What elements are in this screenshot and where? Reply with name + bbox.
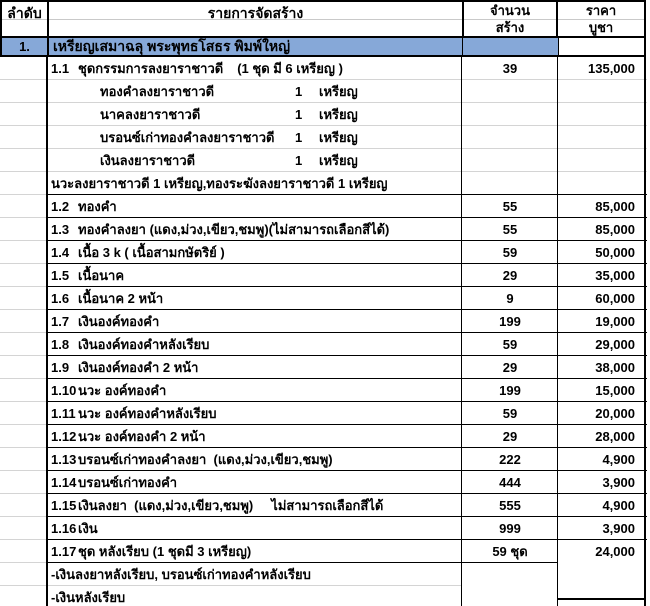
- row-price-cell: [558, 379, 647, 402]
- row-qty: 9: [506, 290, 514, 306]
- header-price-line1: ราคา: [585, 3, 617, 18]
- row-name: ทองคำลงยาราชาวดี: [100, 83, 215, 99]
- row-price-cell: [558, 494, 647, 517]
- row-qty-cell: [462, 149, 558, 172]
- section-order-cell: [2, 38, 47, 55]
- row-price-cell: [558, 402, 647, 425]
- row-sub-qty: 1: [295, 83, 303, 99]
- row-qty-cell: [462, 448, 558, 471]
- table-row: [0, 448, 647, 471]
- row-item-cell: [47, 287, 462, 310]
- row-number: 1.3: [51, 221, 70, 237]
- row-order-cell: [0, 448, 47, 471]
- grid-vline-price: [557, 57, 558, 606]
- header-item-label: รายการจัดสร้าง: [207, 5, 304, 21]
- row-order-cell: [0, 471, 47, 494]
- row-price-cell: [558, 103, 647, 126]
- row-name: เนื้อนาค 2 หน้า: [78, 290, 164, 306]
- row-qty-cell: [462, 80, 558, 103]
- row-item-cell: [47, 425, 462, 448]
- row-qty: 199: [499, 313, 521, 329]
- merged-price-cell-bottom-border: [558, 598, 644, 600]
- row-price: 35,000: [595, 267, 635, 283]
- row-name: นวะ องค์ทองคำ 2 หน้า: [78, 428, 206, 444]
- row-price: 85,000: [595, 198, 635, 214]
- table-row: [0, 103, 647, 126]
- row-price: 4,900: [602, 451, 635, 467]
- row-sub-qty: 1: [295, 129, 303, 145]
- row-qty-cell: [462, 103, 558, 126]
- row-order-cell: [0, 563, 47, 586]
- row-number: 1.15: [51, 497, 77, 513]
- row-price-cell: [558, 540, 647, 563]
- row-qty: 199: [499, 382, 521, 398]
- row-price-cell: [558, 218, 647, 241]
- row-price: 4,900: [602, 497, 635, 513]
- row-order-cell: [0, 586, 47, 606]
- table-row: [0, 333, 647, 356]
- row-order-cell: [0, 356, 47, 379]
- row-price-cell: [558, 517, 647, 540]
- row-item-cell: [47, 103, 462, 126]
- row-order-cell: [0, 80, 47, 103]
- row-sub-unit: เหรียญ: [319, 129, 358, 145]
- row-order-cell: [0, 425, 47, 448]
- row-item-cell: [47, 517, 462, 540]
- row-name: นวะ องค์ทองคำ: [78, 382, 167, 398]
- row-sub-qty: 1: [295, 106, 303, 122]
- row-qty: 39: [502, 60, 518, 76]
- row-name: เนื้อ 3 k ( เนื้อสามกษัตริย์ ): [78, 244, 225, 260]
- row-price-cell: [558, 57, 647, 80]
- row-price-cell: [558, 126, 647, 149]
- row-price-cell: [558, 287, 647, 310]
- row-price: 29,000: [595, 336, 635, 352]
- row-qty-cell: [462, 241, 558, 264]
- row-price: 28,000: [595, 428, 635, 444]
- row-name: ชุดกรรมการลงยาราชาวดี: [78, 60, 224, 76]
- row-name: เงินองค์ทองคำหลังเรียบ: [78, 336, 210, 352]
- row-price-cell: [558, 448, 647, 471]
- row-number: 1.6: [51, 290, 70, 306]
- table-row: [0, 494, 647, 517]
- row-number: 1.12: [51, 428, 77, 444]
- row-name: บรอนซ์เก่าทองคำลงยาราชาวดี: [100, 129, 275, 145]
- row-qty-cell: [462, 287, 558, 310]
- table-row: [0, 264, 647, 287]
- row-item-cell: [47, 586, 462, 606]
- row-number: 1.14: [51, 474, 77, 490]
- row-name: ชุด หลังเรียบ (1 ชุดมี 3 เหรียญ): [78, 543, 252, 559]
- row-item-cell: [47, 264, 462, 287]
- row-order-cell: [0, 333, 47, 356]
- table-row: [0, 149, 647, 172]
- row-price: 60,000: [595, 290, 635, 306]
- row-item-cell: [47, 195, 462, 218]
- header-price: [556, 2, 644, 36]
- row-sub-qty: 1: [295, 152, 303, 168]
- row-qty-cell: [462, 310, 558, 333]
- row-qty: 555: [499, 497, 521, 513]
- row-price-cell: [558, 241, 647, 264]
- table-row: [0, 586, 647, 606]
- row-qty-cell: [462, 126, 558, 149]
- header-item: [47, 2, 462, 36]
- row-sub-unit: เหรียญ: [319, 106, 358, 122]
- section-qty-cell: [462, 38, 558, 55]
- table-row: [0, 356, 647, 379]
- row-price: 19,000: [595, 313, 635, 329]
- row-name: เงินองค์ทองคำ 2 หน้า: [78, 359, 199, 375]
- row-qty-cell: [462, 333, 558, 356]
- row-qty-cell: [462, 172, 558, 195]
- row-qty-cell: [462, 402, 558, 425]
- row-order-cell: [0, 241, 47, 264]
- row-price-cell: [558, 425, 647, 448]
- row-item-cell: [47, 563, 462, 586]
- row-number: 1.2: [51, 198, 70, 214]
- table-row: [0, 563, 647, 586]
- row-name: เงินองค์ทองคำ: [78, 313, 160, 329]
- row-item-cell: [47, 310, 462, 333]
- table-row: [0, 402, 647, 425]
- row-item-cell: [47, 126, 462, 149]
- row-name: นวะลงยาราชาวดี 1 เหรียญ,ทองระฆังลงยาราชาวดี 1 เหรียญ: [51, 175, 388, 191]
- row-item-cell: [47, 540, 462, 563]
- row-price: 3,900: [602, 520, 635, 536]
- row-qty-cell: [462, 57, 558, 80]
- row-number: 1.7: [51, 313, 70, 329]
- row-qty-cell: [462, 356, 558, 379]
- row-sub-unit: เหรียญ: [319, 152, 358, 168]
- row-price-cell: [558, 356, 647, 379]
- row-qty-cell: [462, 379, 558, 402]
- row-name: ทองคำลงยา (แดง,ม่วง,เขียว,ชมพู)(ไม่สามารถเลือกสีได้): [78, 221, 390, 237]
- table-row: [0, 517, 647, 540]
- row-order-cell: [0, 126, 47, 149]
- table-row: [0, 172, 647, 195]
- section-row: [0, 38, 646, 57]
- row-price-cell: [558, 310, 647, 333]
- row-number: 1.8: [51, 336, 70, 352]
- row-order-cell: [0, 402, 47, 425]
- row-qty: 29: [502, 267, 518, 283]
- row-qty: 55: [502, 221, 518, 237]
- row-item-cell: [47, 241, 462, 264]
- row-qty: 999: [499, 520, 521, 536]
- row-qty: 59: [502, 244, 518, 260]
- row-order-cell: [0, 57, 47, 80]
- row-extra: (1 ชุด มี 6 เหรียญ ): [237, 60, 343, 76]
- row-price: 20,000: [595, 405, 635, 421]
- row-order-cell: [0, 540, 47, 563]
- row-qty-cell: [462, 540, 558, 563]
- row-price-cell: [558, 586, 647, 606]
- section-title-cell: [47, 38, 462, 55]
- table-row: [0, 425, 647, 448]
- row-name: บรอนซ์เก่าทองคำ: [78, 474, 178, 490]
- row-qty: 59: [502, 405, 518, 421]
- row-price-cell: [558, 149, 647, 172]
- row-price-cell: [558, 264, 647, 287]
- table-row: [0, 540, 647, 563]
- section-title: เหรียญเสมาฉลุ พระพุทธโสธร พิมพ์ใหญ่: [53, 37, 291, 54]
- section-order: 1.: [19, 39, 30, 54]
- row-order-cell: [0, 149, 47, 172]
- row-qty-cell: [462, 494, 558, 517]
- row-price-cell: [558, 333, 647, 356]
- row-name: ทองคำ: [78, 198, 117, 214]
- row-price: 15,000: [595, 382, 635, 398]
- table-header: [0, 0, 646, 38]
- row-price-cell: [558, 471, 647, 494]
- row-qty-cell: [462, 218, 558, 241]
- row-price: 3,900: [602, 474, 635, 490]
- header-price-line2: บูชา: [588, 20, 614, 35]
- grid-vline-right: [644, 57, 646, 606]
- header-qty-line1: จำนวน: [490, 3, 530, 18]
- row-qty: 59 ชุด: [492, 543, 528, 559]
- row-item-cell: [47, 333, 462, 356]
- row-item-cell: [47, 356, 462, 379]
- row-qty-cell: [462, 586, 558, 606]
- row-item-cell: [47, 494, 462, 517]
- row-number: 1.16: [51, 520, 77, 536]
- row-number: 1.17: [51, 543, 77, 559]
- row-price: 38,000: [595, 359, 635, 375]
- table-row: [0, 241, 647, 264]
- row-qty-cell: [462, 195, 558, 218]
- row-item-cell: [47, 149, 462, 172]
- table-row: [0, 126, 647, 149]
- row-number: 1.1: [51, 60, 70, 76]
- row-order-cell: [0, 310, 47, 333]
- row-qty: 55: [502, 198, 518, 214]
- header-order-label: ลำดับ: [7, 5, 42, 21]
- header-qty: [462, 2, 556, 36]
- table-row: [0, 80, 647, 103]
- row-qty: 444: [499, 474, 521, 490]
- row-qty: 222: [499, 451, 521, 467]
- row-item-cell: [47, 172, 462, 195]
- header-order: [2, 2, 47, 36]
- row-qty: 59: [502, 336, 518, 352]
- row-item-cell: [47, 379, 462, 402]
- row-number: 1.4: [51, 244, 70, 260]
- table-row: [0, 287, 647, 310]
- row-item-cell: [47, 57, 462, 80]
- row-qty: 29: [502, 428, 518, 444]
- table-row: [0, 218, 647, 241]
- row-item-cell: [47, 218, 462, 241]
- row-name: เนื้อนาค: [78, 267, 125, 283]
- row-qty-cell: [462, 517, 558, 540]
- grid-vline-left: [46, 57, 48, 606]
- row-name: -เงินหลังเรียบ: [51, 589, 126, 605]
- row-number: 1.5: [51, 267, 70, 283]
- row-item-cell: [47, 471, 462, 494]
- row-qty-cell: [462, 563, 558, 586]
- row-price: 85,000: [595, 221, 635, 237]
- header-qty-line2: สร้าง: [495, 20, 525, 35]
- row-number: 1.13: [51, 451, 77, 467]
- row-sub-unit: เหรียญ: [319, 83, 358, 99]
- table-row: [0, 57, 647, 80]
- row-price: 135,000: [588, 60, 635, 76]
- row-name: เงินลงยาราชาวดี: [100, 152, 196, 168]
- row-order-cell: [0, 195, 47, 218]
- row-order-cell: [0, 218, 47, 241]
- row-price-cell: [558, 80, 647, 103]
- row-item-cell: [47, 80, 462, 103]
- row-order-cell: [0, 494, 47, 517]
- row-price-cell: [558, 195, 647, 218]
- row-order-cell: [0, 517, 47, 540]
- table-row: [0, 310, 647, 333]
- row-number: 1.11: [51, 405, 76, 421]
- row-number: 1.9: [51, 359, 70, 375]
- grid-vline-qty: [461, 57, 462, 606]
- row-name: นาคลงยาราชาวดี: [100, 106, 201, 122]
- row-order-cell: [0, 264, 47, 287]
- table-row: [0, 195, 647, 218]
- table-body: [0, 57, 650, 606]
- row-qty-cell: [462, 264, 558, 287]
- row-number: 1.10: [51, 382, 77, 398]
- row-qty: 29: [502, 359, 518, 375]
- row-order-cell: [0, 103, 47, 126]
- row-price: 24,000: [595, 543, 635, 559]
- row-price-cell: [558, 563, 647, 586]
- row-order-cell: [0, 379, 47, 402]
- row-item-cell: [47, 448, 462, 471]
- row-name: บรอนซ์เก่าทองคำลงยา (แดง,ม่วง,เขียว,ชมพู): [78, 451, 333, 467]
- row-name: -เงินลงยาหลังเรียบ, บรอนซ์เก่าทองคำหลังเรียบ: [51, 566, 311, 582]
- row-name: เงินลงยา (แดง,ม่วง,เขียว,ชมพู) ไม่สามารถเลือกสีได้: [78, 497, 384, 513]
- row-price: 50,000: [595, 244, 635, 260]
- section-price-cell: [558, 38, 644, 55]
- row-price-cell: [558, 172, 647, 195]
- row-name: เงิน: [78, 520, 98, 536]
- row-qty-cell: [462, 471, 558, 494]
- row-name: นวะ องค์ทองคำหลังเรียบ: [78, 405, 217, 421]
- table-row: [0, 471, 647, 494]
- table-row: [0, 379, 647, 402]
- row-order-cell: [0, 172, 47, 195]
- row-qty-cell: [462, 425, 558, 448]
- row-item-cell: [47, 402, 462, 425]
- row-order-cell: [0, 287, 47, 310]
